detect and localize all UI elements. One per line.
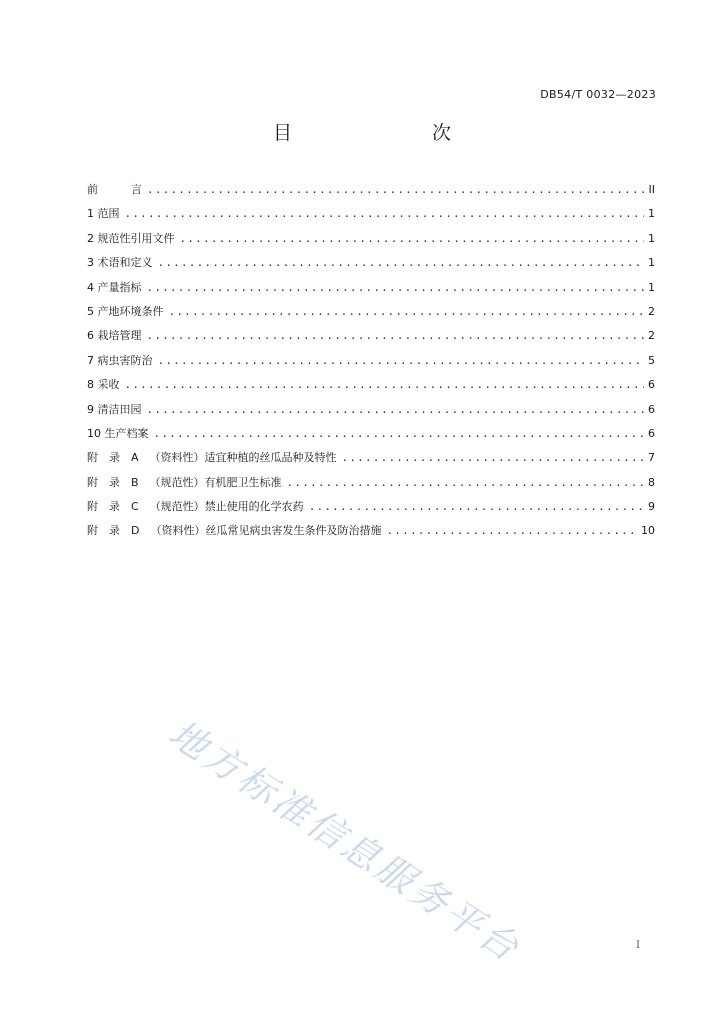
toc-entry-label: 7 病虫害防治 [87,353,153,367]
toc-entry-page: 6 [648,378,655,392]
toc-leader-dots [169,305,645,318]
toc-entry-page: 6 [648,426,655,440]
toc-entry-page: 6 [648,402,655,416]
toc-entry-field-cleaning[interactable] [87,401,655,425]
annex-prefix: 附 录 C [87,500,139,514]
toc-entry-records[interactable] [87,425,655,449]
toc-leader-dots [309,500,644,513]
toc-entry-annex-b[interactable] [87,474,655,498]
toc-entry-label: 5 产地环境条件 [87,304,164,318]
toc-entry-page: 8 [648,475,655,489]
table-of-contents [87,181,655,547]
watermark: 地方标准信息服务平台 [161,711,529,972]
toc-entry-normative-references[interactable] [87,230,655,254]
toc-leader-dots [154,427,645,440]
toc-leader-dots [125,207,645,220]
toc-entry-label: 3 术语和定义 [87,256,153,270]
toc-entry-cultivation[interactable] [87,327,655,351]
toc-entry-pest-control[interactable] [87,352,655,376]
toc-entry-label [87,498,306,514]
annex-title: （规范性）有机肥卫生标准 [149,475,282,489]
toc-leader-dots [147,403,645,416]
toc-leader-dots [158,354,645,367]
toc-entry-page: II [648,183,655,196]
toc-entry-annex-c[interactable] [87,498,655,522]
toc-entry-page: 1 [648,280,655,294]
toc-entry-label [87,449,339,465]
toc-entry-page: 7 [648,451,655,465]
toc-entry-annex-a[interactable] [87,449,655,473]
toc-leader-dots [147,329,645,342]
annex-title: （规范性）禁止使用的化学农药 [149,500,304,514]
annex-title: （资料性）丝瓜常见病虫害发生条件及防治措施 [150,524,382,538]
toc-entry-label: 10 生产档案 [87,426,149,440]
toc-entry-page: 1 [648,207,655,221]
toc-entry-environment[interactable] [87,303,655,327]
toc-entry-page: 9 [648,500,655,514]
annex-title: （资料性）适宜种植的丝瓜品种及特性 [149,451,337,465]
toc-leader-dots [125,378,645,391]
toc-entry-label [87,474,284,490]
page-title: 目 次 [272,122,485,144]
toc-leader-dots [147,183,644,196]
toc-entry-annex-d[interactable] [87,522,655,546]
toc-entry-page: 1 [648,256,655,270]
toc-entry-yield[interactable] [87,279,655,303]
toc-entry-page: 10 [641,524,655,538]
toc-entry-label [87,522,383,538]
toc-entry-page: 1 [648,231,655,245]
toc-entry-label: 9 清洁田园 [87,402,142,416]
toc-entry-page: 2 [648,304,655,318]
standard-code: DB54/T 0032—2023 [540,88,656,101]
toc-entry-scope[interactable] [87,205,655,229]
toc-entry-page: 5 [648,353,655,367]
toc-entry-label: 前 言 [87,183,142,196]
toc-entry-harvest[interactable] [87,376,655,400]
toc-entry-foreword[interactable] [87,181,655,205]
toc-leader-dots [287,476,644,489]
toc-entry-label: 2 规范性引用文件 [87,231,175,245]
toc-entry-label: 4 产量指标 [87,280,142,294]
toc-leader-dots [342,451,644,464]
annex-prefix: 附 录 A [87,451,139,465]
toc-entry-page: 2 [648,329,655,343]
page-number: I [636,940,640,951]
toc-entry-label: 8 采收 [87,378,120,392]
toc-leader-dots [180,232,645,245]
annex-prefix: 附 录 B [87,475,139,489]
toc-leader-dots [386,524,638,537]
toc-leader-dots [147,281,645,294]
annex-prefix: 附 录 D [87,524,140,538]
toc-leader-dots [158,256,645,269]
toc-entry-label: 1 范围 [87,207,120,221]
toc-entry-label: 6 栽培管理 [87,329,142,343]
toc-entry-terms[interactable] [87,254,655,278]
